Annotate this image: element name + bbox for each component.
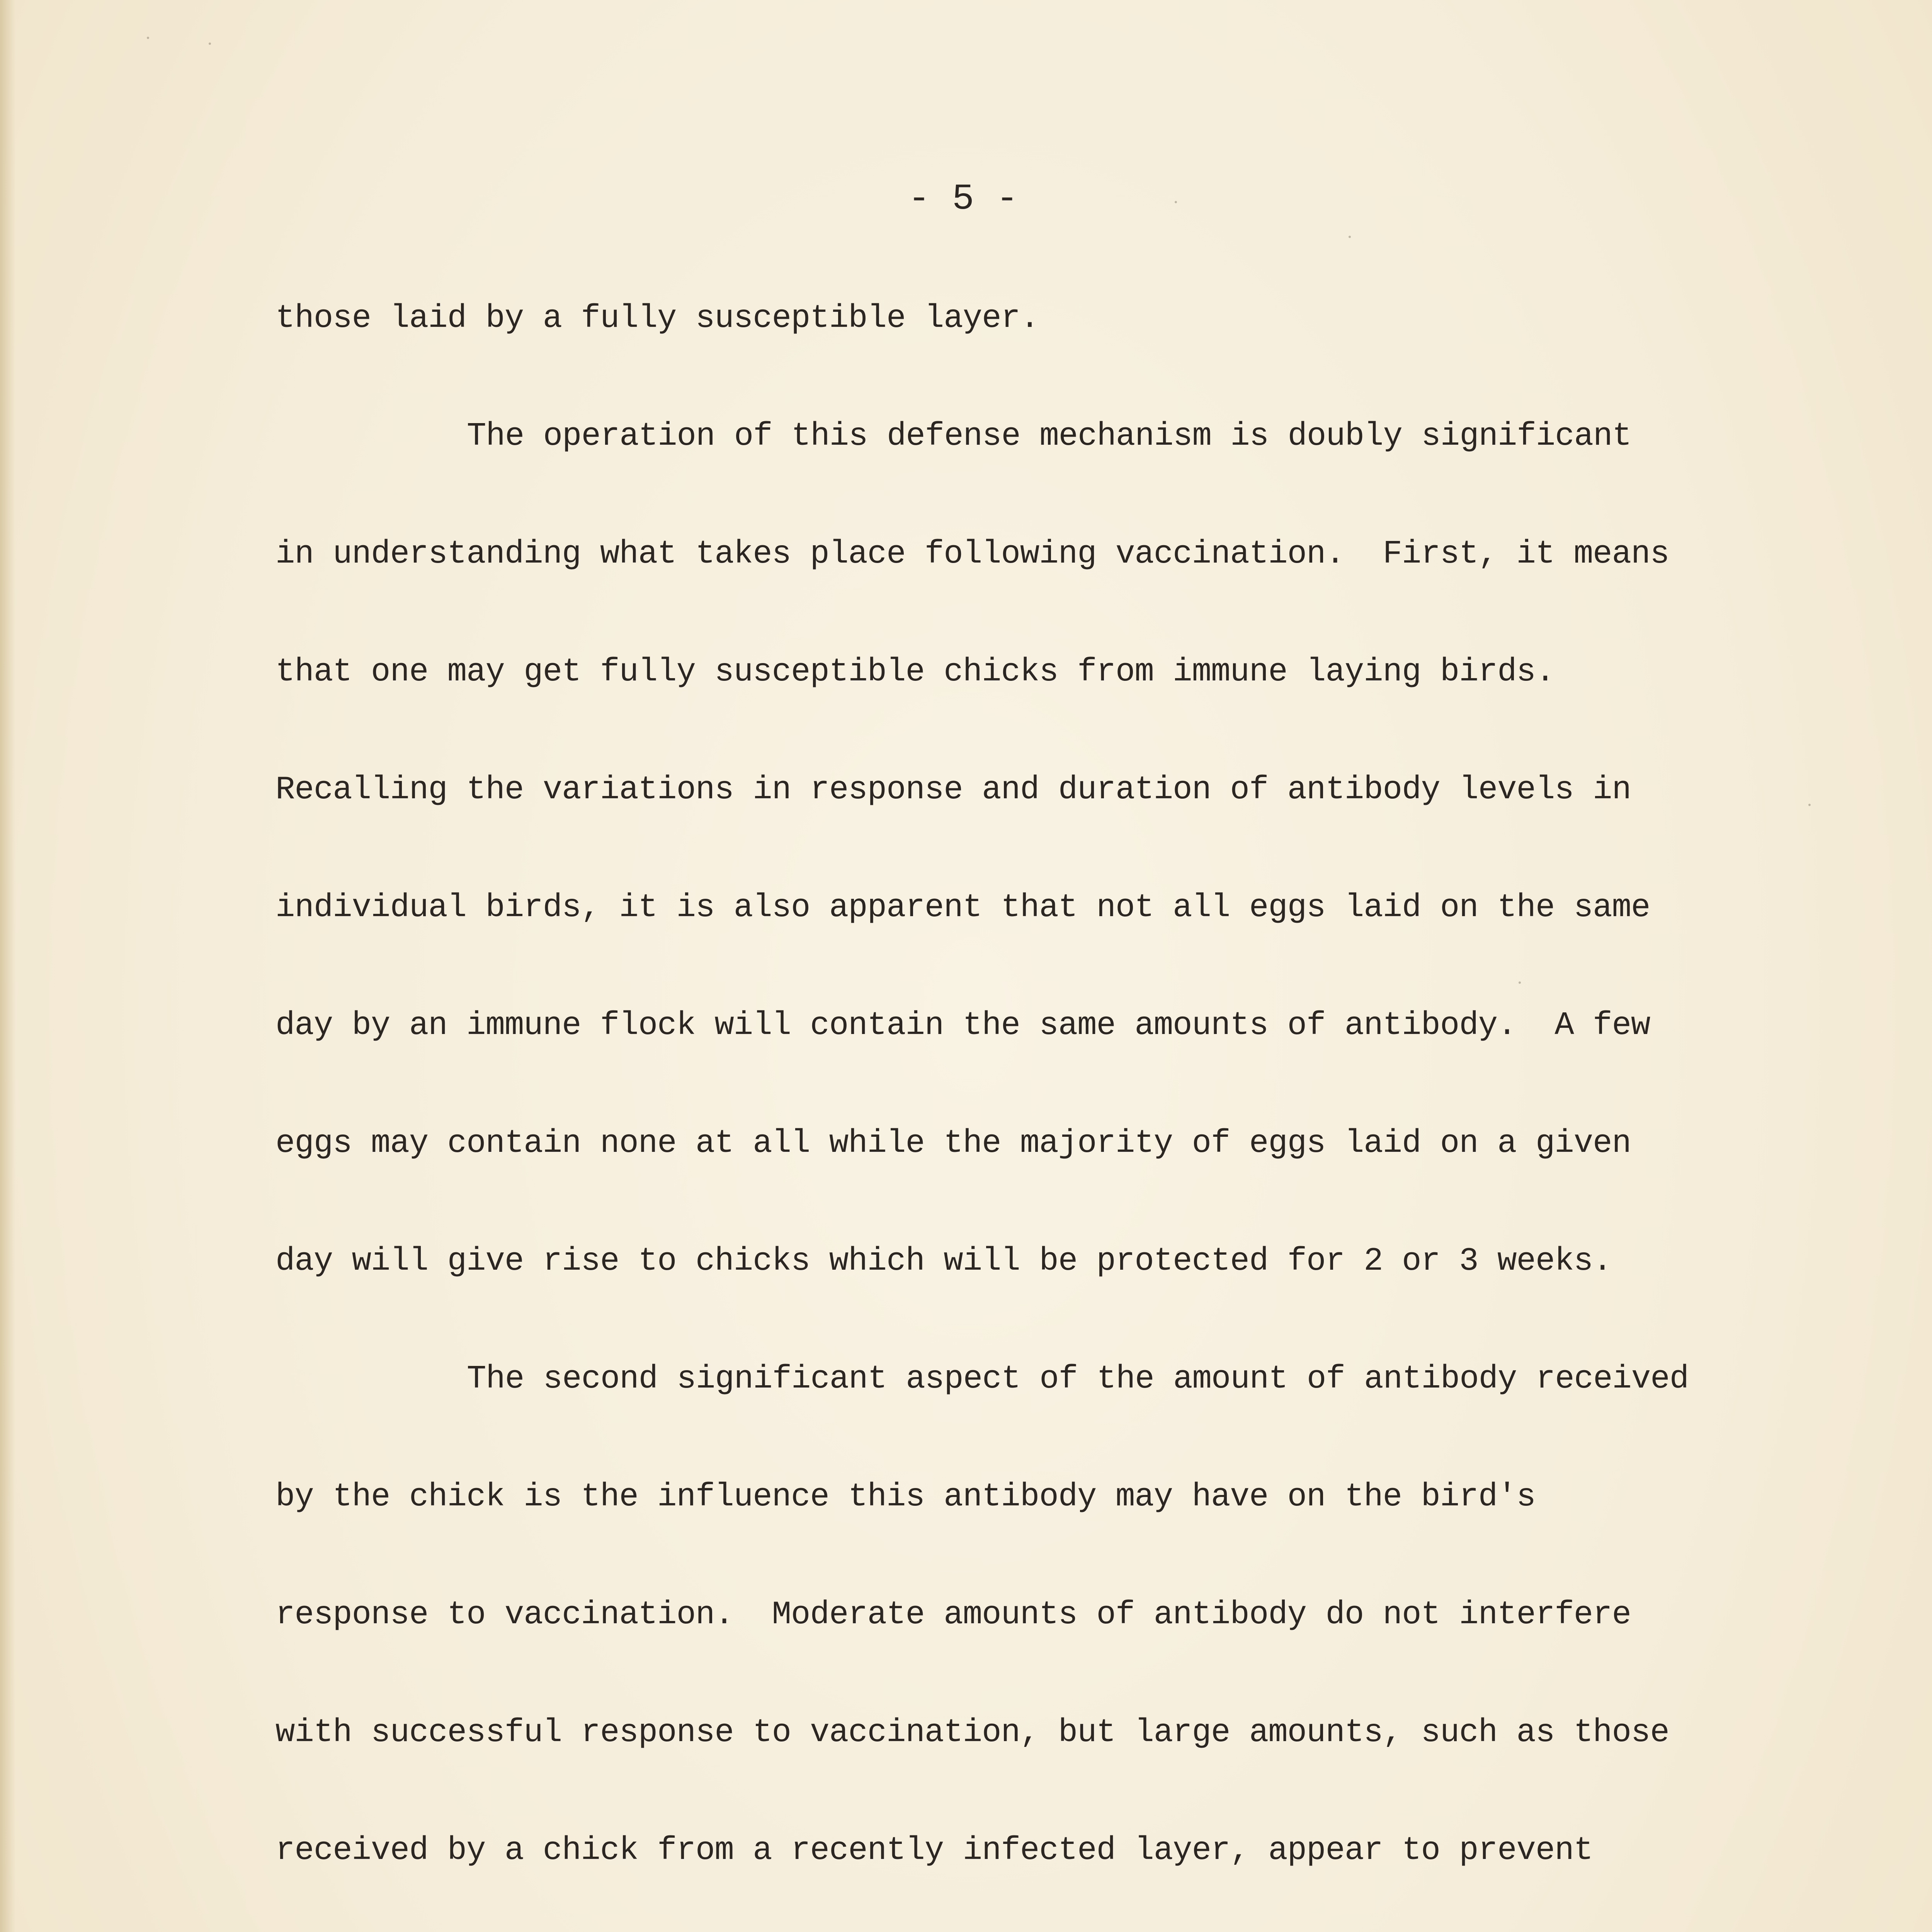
text-line: received by a chick from a recently infected layer, appear to prevent bbox=[276, 1832, 1593, 1869]
paper-edge-shadow bbox=[0, 0, 15, 1932]
text-line: with successful response to vaccination, but large amounts, such as those bbox=[276, 1714, 1669, 1751]
paper-speck bbox=[1175, 201, 1177, 203]
page-number: - 5 - bbox=[908, 178, 1019, 220]
text-line: individual birds, it is also apparent that not all eggs laid on the same bbox=[276, 889, 1650, 926]
paper-speck bbox=[1349, 236, 1351, 238]
text-line: response to vaccination. Moderate amounts of antibody do not interfere bbox=[276, 1597, 1631, 1633]
paragraph-first-line: The second significant aspect of the amount of antibody received bbox=[467, 1361, 1689, 1398]
paper-speck bbox=[209, 43, 211, 45]
paper-speck bbox=[1808, 804, 1811, 806]
text-line: in understanding what takes place following vaccination. First, it means bbox=[276, 536, 1669, 573]
text-line: those laid by a fully susceptible layer. bbox=[276, 300, 1039, 337]
text-line: Recalling the variations in response and duration of antibody levels in bbox=[276, 772, 1631, 808]
text-line: that one may get fully susceptible chicks from immune laying birds. bbox=[276, 654, 1555, 690]
paper-speck bbox=[1519, 981, 1521, 984]
text-line: day will give rise to chicks which will be protected for 2 or 3 weeks. bbox=[276, 1243, 1612, 1280]
text-line: by the chick is the influence this antibody may have on the bird's bbox=[276, 1479, 1536, 1515]
text-line: eggs may contain none at all while the majority of eggs laid on a given bbox=[276, 1125, 1631, 1162]
paragraph-first-line: The operation of this defense mechanism is doubly significant bbox=[467, 418, 1631, 455]
paper-speck bbox=[147, 37, 149, 39]
text-line: day by an immune flock will contain the same amounts of antibody. A few bbox=[276, 1007, 1650, 1044]
